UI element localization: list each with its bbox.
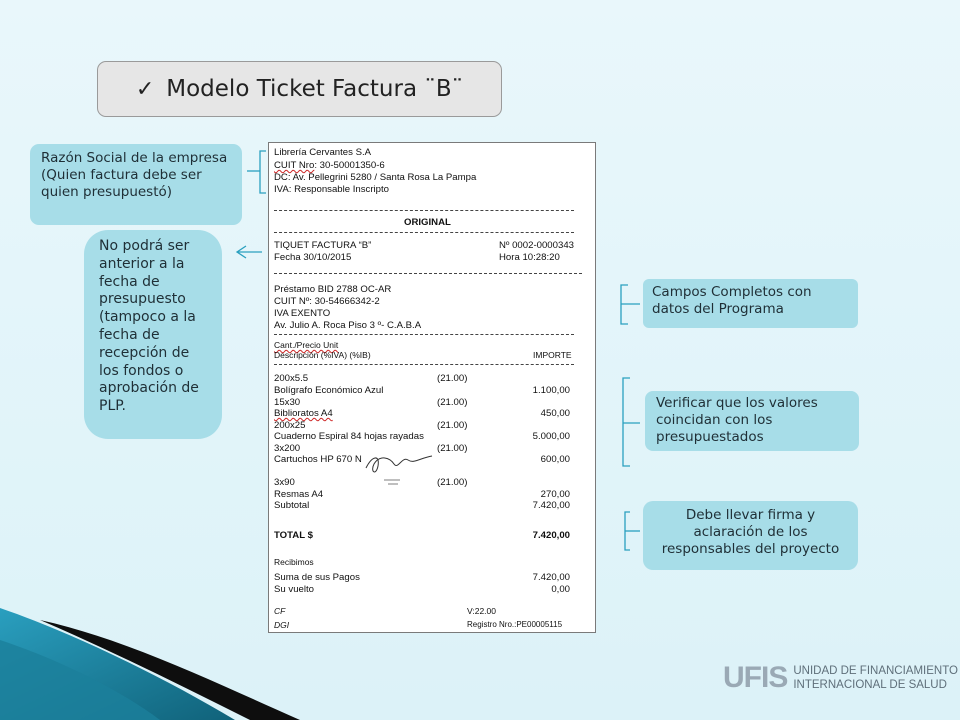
ticket-numero: Nº 0002-0000343 (499, 240, 574, 251)
item-amount: 5.000,00 (532, 431, 570, 442)
ticket-fecha: Fecha 30/10/2015 (274, 252, 352, 263)
ticket-registro: Registro Nro.:PE00005115 (467, 620, 563, 629)
item-desc: Bolígrafo Económico Azul (274, 385, 384, 396)
ticket-cf: CF (274, 606, 286, 616)
ticket-iva: IVA: Responsable Inscripto (274, 184, 390, 195)
col-importe: IMPORTE (533, 350, 572, 360)
total-label: TOTAL $ (274, 530, 313, 541)
subtotal-label: Subtotal (274, 500, 310, 511)
item-amount: 450,00 (540, 408, 570, 419)
recibimos: Recibimos (274, 557, 314, 567)
item-iva: (21.00) (437, 443, 468, 454)
item-qty: 200x5.5 (274, 373, 309, 384)
item-desc: Biblioratos A4 (274, 408, 333, 419)
callout-razon-social: Razón Social de la empresa (Quien factura debe ser quien presupuestó) (30, 144, 242, 225)
suma-label: Suma de sus Pagos (274, 572, 360, 583)
ufis-line-2: INTERNACIONAL DE SALUD (793, 679, 947, 691)
callout-firma: Debe llevar firma y aclaración de los responsables del proyecto (643, 501, 858, 570)
vuelto-label: Su vuelto (274, 584, 315, 595)
ticket-dgi: DGI (274, 620, 290, 630)
callout-verificar-valores: Verificar que los valores coincidan con los presupuestados (645, 391, 859, 451)
col-desc: Descripción (%IVA) (%IB) (274, 350, 371, 360)
item-amount: 270,00 (540, 489, 570, 500)
item-amount: 1.100,00 (532, 385, 570, 396)
item-qty: 200x25 (274, 420, 306, 431)
ticket-cliente-1: Préstamo BID 2788 OC-AR (274, 284, 392, 295)
ticket-company: Librería Cervantes S.A (274, 147, 372, 158)
ticket-cuit: CUIT Nro: 30-50001350-6 (274, 160, 385, 171)
total-value: 7.420,00 (532, 530, 570, 541)
item-iva: (21.00) (437, 477, 468, 488)
item-qty: 3x90 (274, 477, 295, 488)
item-qty: 3x200 (274, 443, 301, 454)
vuelto-value: 0,00 (551, 584, 570, 595)
item-desc: Resmas A4 (274, 489, 324, 500)
ticket-cliente-3: IVA EXENTO (274, 308, 331, 319)
item-iva: (21.00) (437, 420, 468, 431)
ticket-tipo: TIQUET FACTURA “B” (274, 240, 372, 251)
callout-campos-completos: Campos Completos con datos del Programa (643, 279, 858, 328)
ticket-hora: Hora 10:28:20 (499, 252, 560, 263)
checkmark-icon: ✓ (135, 76, 155, 102)
suma-value: 7.420,00 (532, 572, 570, 583)
ufis-mark: UFIS (723, 661, 788, 694)
item-desc: Cuaderno Espiral 84 hojas rayadas (274, 431, 424, 442)
ufis-line-1: UNIDAD DE FINANCIAMIENTO (793, 665, 958, 677)
item-iva: (21.00) (437, 373, 468, 384)
item-amount: 600,00 (540, 454, 570, 465)
ufis-logo (723, 661, 958, 695)
col-cant: Cant./Precio Unit (274, 340, 339, 350)
ticket-cliente-2: CUIT Nº: 30-54666342-2 (274, 296, 380, 307)
ticket-cliente-4: Av. Julio A. Roca Piso 3 º- C.A.B.A (274, 320, 422, 331)
ticket-dc: DC: Av. Pellegrini 5280 / Santa Rosa La Pampa (274, 172, 477, 183)
ticket-v: V:22.00 (467, 606, 496, 616)
callout-fecha: No podrá ser anterior a la fecha de presupuesto (tampoco a la fecha de recepción de los fondos o aprobación de PLP. (84, 230, 222, 439)
item-qty: 15x30 (274, 397, 301, 408)
item-desc: Cartuchos HP 670 N (274, 454, 362, 465)
subtotal-value: 7.420,00 (532, 500, 570, 511)
ticket-original: ORIGINAL (404, 217, 451, 228)
slide-title: Modelo Ticket Factura ¨B¨ (166, 76, 464, 102)
ufis-text (793, 664, 958, 692)
item-iva: (21.00) (437, 397, 468, 408)
